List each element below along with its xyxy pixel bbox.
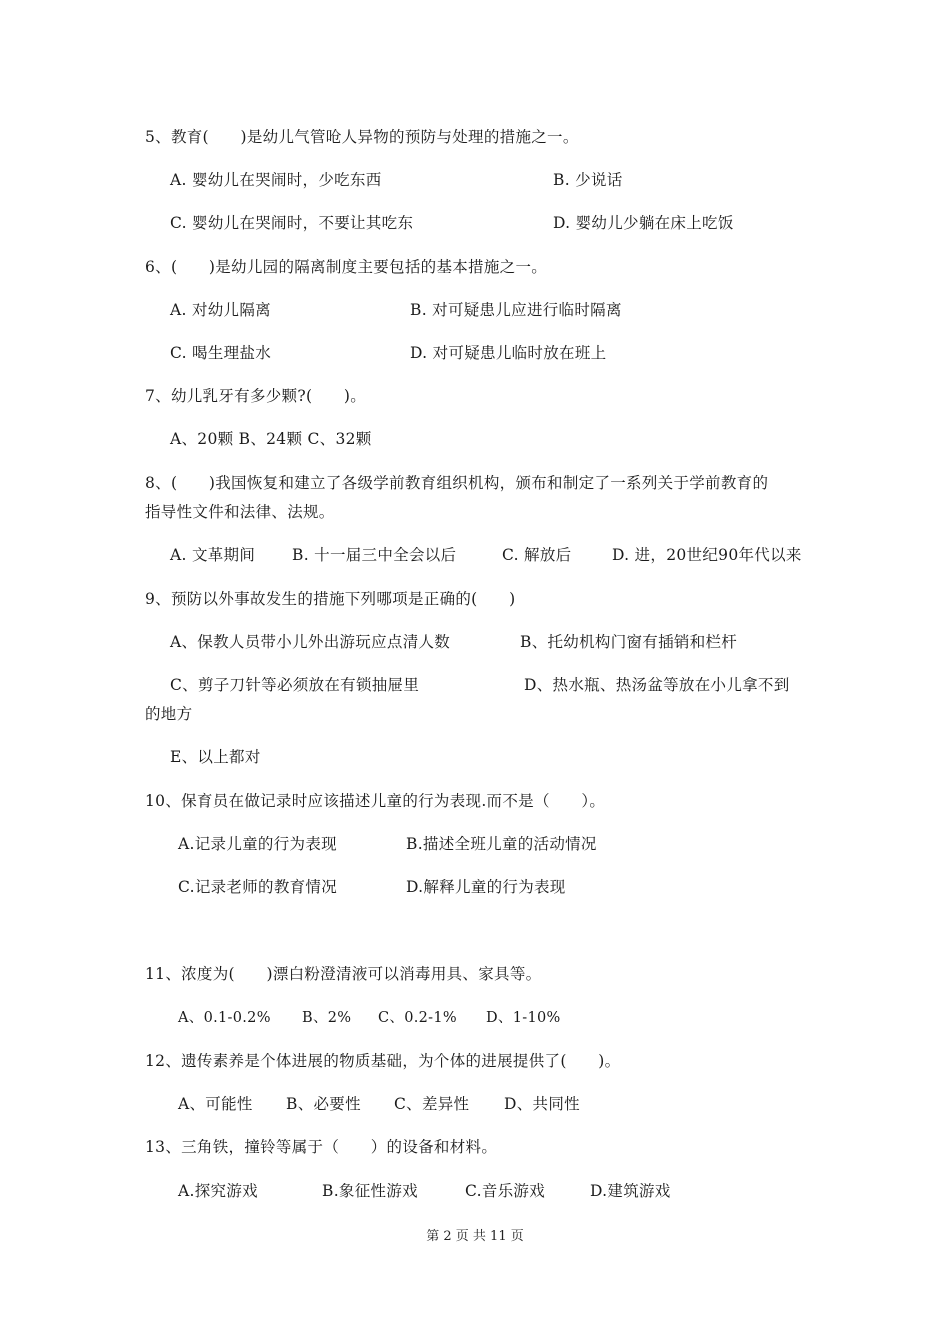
q12-option-a: A、可能性 xyxy=(178,1095,253,1113)
q10-stem: 10、保育员在做记录时应该描述儿童的行为表现.而不是（ ）。 xyxy=(145,792,606,810)
q8-stem-line1: 8、( )我国恢复和建立了各级学前教育组织机构，颁布和制定了一系列关于学前教育的 xyxy=(145,474,769,492)
q11-option-b: B、2% xyxy=(302,1010,352,1026)
q8-option-a: A. 文革期间 xyxy=(170,546,256,564)
q11-option-d: D、1-10% xyxy=(486,1010,561,1026)
q9-option-e: E、以上都对 xyxy=(170,748,261,766)
q10-option-b: B.描述全班儿童的活动情况 xyxy=(406,835,597,853)
q8-option-b: B. 十一届三中全会以后 xyxy=(292,546,457,564)
q6-option-d: D. 对可疑患儿临时放在班上 xyxy=(410,344,607,362)
q7-options: A、20颗 B、24颗 C、32颗 xyxy=(170,430,372,448)
q12-stem: 12、遗传素养是个体进展的物质基础，为个体的进展提供了( )。 xyxy=(145,1052,621,1070)
q6-stem: 6、( )是幼儿园的隔离制度主要包括的基本措施之一。 xyxy=(145,258,548,276)
q13-option-c: C.音乐游戏 xyxy=(465,1182,546,1200)
q12-option-c: C、差异性 xyxy=(394,1095,470,1113)
q9-option-c: C、剪子刀针等必须放在有锁抽屉里 xyxy=(170,676,420,694)
q9-option-a: A、保教人员带小儿外出游玩应点清人数 xyxy=(170,633,451,651)
q6-option-c: C. 喝生理盐水 xyxy=(170,344,272,362)
q5-option-a: A. 婴幼儿在哭闹时，少吃东西 xyxy=(170,171,382,189)
q9-stem: 9、预防以外事故发生的措施下列哪项是正确的( ) xyxy=(145,590,516,608)
q6-option-b: B. 对可疑患儿应进行临时隔离 xyxy=(410,301,622,319)
q10-option-a: A.记录儿童的行为表现 xyxy=(178,835,337,853)
q13-option-d: D.建筑游戏 xyxy=(590,1182,671,1200)
q9-option-d-line1: D、热水瓶、热汤盆等放在小儿拿不到 xyxy=(524,676,790,694)
q11-stem: 11、浓度为( )漂白粉澄清液可以消毒用具、家具等。 xyxy=(145,965,542,983)
q10-option-c: C.记录老师的教育情况 xyxy=(178,878,338,896)
q13-stem: 13、三角铁，撞铃等属于（ ）的设备和材料。 xyxy=(145,1138,498,1156)
q6-option-a: A. 对幼儿隔离 xyxy=(170,301,271,319)
q10-option-d: D.解释儿童的行为表现 xyxy=(406,878,566,896)
q5-option-c: C. 婴幼儿在哭闹时，不要让其吃东 xyxy=(170,214,414,232)
q12-option-d: D、共同性 xyxy=(504,1095,580,1113)
q13-option-b: B.象征性游戏 xyxy=(322,1182,418,1200)
q9-option-d-line2: 的地方 xyxy=(145,705,193,723)
q11-option-a: A、0.1-0.2% xyxy=(178,1010,271,1026)
q5-option-b: B. 少说话 xyxy=(553,171,623,189)
q5-option-d: D. 婴幼儿少躺在床上吃饭 xyxy=(553,214,734,232)
q8-option-d: D. 进，20世纪90年代以来 xyxy=(612,546,802,564)
q5-stem: 5、教育( )是幼儿气管呛人异物的预防与处理的措施之一。 xyxy=(145,128,579,146)
q8-stem-line2: 指导性文件和法律、法规。 xyxy=(145,503,335,521)
q8-option-c: C. 解放后 xyxy=(502,546,572,564)
q13-option-a: A.探究游戏 xyxy=(178,1182,258,1200)
q7-stem: 7、幼儿乳牙有多少颗?( )。 xyxy=(145,387,367,405)
q12-option-b: B、必要性 xyxy=(286,1095,361,1113)
q11-option-c: C、0.2-1% xyxy=(378,1010,457,1026)
page-number-footer: 第 2 页 共 11 页 xyxy=(426,1229,524,1244)
q9-option-b: B、托幼机构门窗有插销和栏杆 xyxy=(520,633,738,651)
